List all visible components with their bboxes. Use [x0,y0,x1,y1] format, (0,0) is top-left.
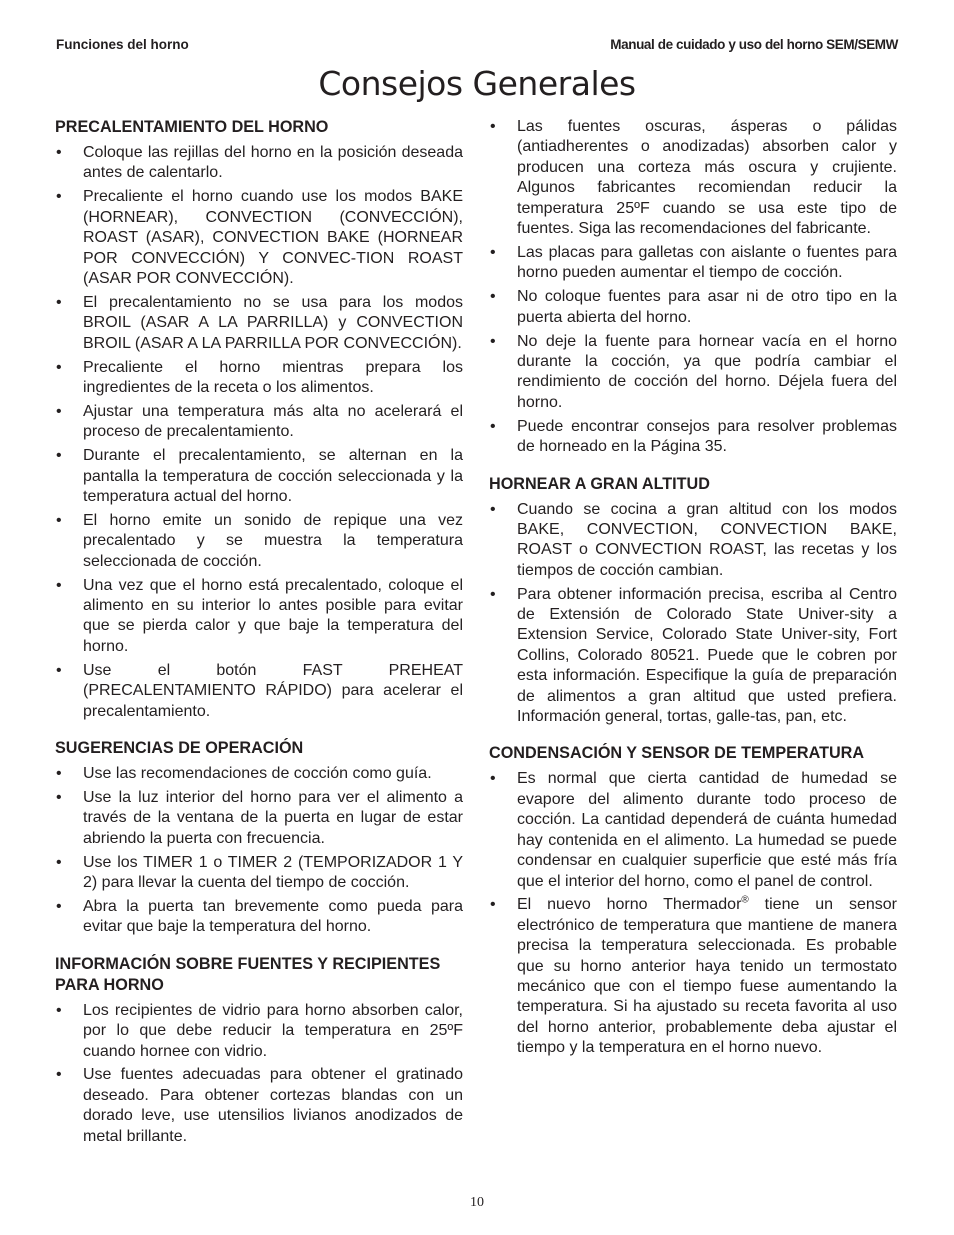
bullet-item [55,358,463,399]
bullet-item [55,402,463,443]
bullet-text: Las placas para galletas con aislante o fuentes para horno pueden aumentar el tiempo de cocción. [517,243,897,282]
bullet-icon: • [490,332,496,350]
bullet-text: Las fuentes oscuras, ásperas o pálidas (antiadherentes o anodizadas) absorben calor y producen una corteza más oscura y crujiente. Algunos fabricantes recomiendan reducir la temperatura 25ºF cuando se usa este tipo de fuentes. Siga las recomendaciones del fabricante. [517,118,897,238]
bullet-item [55,187,463,289]
header-section-name: Funciones del horno [56,37,189,52]
bullet-text: Use la luz interior del horno para ver el alimento a través de la ventana de la puerta en lugar de estar abriendo la puerta con frecuencia. [83,788,463,847]
bullet-icon: • [56,293,62,311]
bullet-text: Precaliente el horno cuando use los modos BAKE (HORNEAR), CONVECTION (CONVECCIÓN), ROAST (ASAR), CONVECTION BAKE (HORNEAR POR CONVECCIÓN) Y CONVEC-TION ROAST (ASAR POR CONVECCIÓN). [83,188,463,287]
bullet-item [55,1001,463,1062]
bullet-list [489,769,897,1058]
bullet-item [55,661,463,722]
bullet-icon: • [56,764,62,782]
bullet-item [55,143,463,184]
bullet-icon: • [490,896,496,914]
bullet-list [489,500,897,728]
bullet-icon: • [490,585,496,603]
bullet-text: Use fuentes adecuadas para obtener el gratinado deseado. Para obtener cortezas blandas con un dorado leve, use utensilios livianos anodizados de metal brillante. [83,1066,463,1145]
bullet-list [55,143,463,722]
section-precalentamiento-del-horno [55,117,463,722]
bullet-text: Cuando se cocina a gran altitud con los modos BAKE, CONVECTION, CONVECTION BAKE, ROAST o CONVECTION ROAST, las recetas y los tiempos de cocción cambian. [517,500,897,579]
bullet-item [55,576,463,658]
section-heading: SUGERENCIAS DE OPERACIÓN [55,738,304,757]
bullet-text: Puede encontrar consejos para resolver problemas de horneado en la Página 35. [517,417,897,456]
bullet-text: Los recipientes de vidrio para horno absorben calor, por lo que debe reducir la temperatura en 25ºF cuando hornee con vidrio. [83,1001,463,1060]
bullet-icon: • [490,500,496,518]
bullet-text: No deje la fuente para hornear vacía en el horno durante la cocción, ya que podría cambiar el rendimiento de cocción del horno. Déjela fuera del horno. [517,332,897,411]
page-title: Consejos Generales [318,64,636,103]
right-column [489,117,897,1075]
bullet-text: Es normal que cierta cantidad de humedad se evapore del alimento durante todo proceso de cocción. La cantidad dependerá de cuánta humedad hay contenida en el alimento. La humedad se puede condensar en cualquier superficie que esté más fría que el interior del horno, como el panel de control. [517,770,897,890]
bullet-text: Use las recomendaciones de cocción como guía. [83,764,432,782]
bullet-text: Ajustar una temperatura más alta no acelerará el proceso de precalentamiento. [83,402,463,441]
bullet-item [489,585,897,728]
bullet-icon: • [56,188,62,206]
bullet-icon: • [56,661,62,679]
section-heading: CONDENSACIÓN Y SENSOR DE TEMPERATURA [489,744,865,763]
bullet-text: Abra la puerta tan brevemente como pueda para evitar que baje la temperatura del horno. [83,897,463,936]
bullet-text: Use el botón FAST PREHEAT (PRECALENTAMIENTO RÁPIDO) para acelerar el precalentamiento. [83,661,463,720]
bullet-text: No coloque fuentes para asar ni de otro tipo en la puerta abierta del horno. [517,288,897,326]
bullet-item [55,853,463,894]
header-manual-title: Manual de cuidado y uso del horno SEM/SEMW [610,37,898,52]
bullet-item [55,511,463,572]
section-hornear-a-gran-altitud [489,474,897,728]
bullet-icon: • [56,447,62,465]
section-heading: HORNEAR A GRAN ALTITUD [489,474,710,493]
bullet-item [55,446,463,507]
bullet-list [55,764,463,938]
bullet-text: El horno emite un sonido de repique una vez precalentado y se muestra la temperatura seleccionada de cocción. [83,511,463,570]
bullet-text: Precaliente el horno mientras prepara los ingredientes de la receta o los alimentos. [83,358,463,396]
bullet-list [489,117,897,458]
bullet-text: Use los TIMER 1 o TIMER 2 (TEMPORIZADOR 1 Y 2) para llevar la cuenta del tiempo de cocción. [83,853,463,891]
bullet-icon: • [56,853,62,871]
bullet-icon: • [56,144,62,161]
bullet-item [489,243,897,284]
section-continued [489,117,897,458]
bullet-icon: • [490,243,496,261]
bullet-item [489,332,897,414]
bullet-item [55,897,463,938]
bullet-item [489,769,897,891]
bullet-icon: • [56,358,62,376]
bullet-text: El nuevo horno Thermador® tiene un sensor electrónico de temperatura que mantiene de manera precisa la temperatura seleccionada. Es probable que su horno anterior haya tenido un termostato mecánico que con el tiempo fuese aumentando la temperatura. Si ha ajustado su receta favorita al uso del horno anterior, probablemente deba ajustar el tiempo y la temperatura en el horno nuevo. [517,895,897,1057]
section-heading: INFORMACIÓN SOBRE FUENTES Y RECIPIENTES PARA HORNO [55,954,441,994]
bullet-icon: • [490,118,496,135]
bullet-text: Para obtener información precisa, escriba al Centro de Extensión de Colorado State Univer-sity a Extension Service, Colorado State Univer-sity, Fort Collins, Colorado 80521. Puede que le cobren por esta información. Especifique la guía de preparación de alimentos a gran altitud que usted prefiera. Información general, tortas, galle-tas, pan, etc. [517,585,897,726]
bullet-item [489,117,897,239]
bullet-text: El precalentamiento no se usa para los modos BROIL (ASAR A LA PARRILLA) y CONVECTION BROIL (ASAR A LA PARRILLA POR CONVECCIÓN). [83,293,463,352]
section-condensacion-y-sensor-de-temperatura [489,743,897,1058]
bullet-item [55,788,463,849]
section-sugerencias-de-operacion [55,738,463,938]
bullet-icon: • [490,417,496,435]
bullet-list [55,1001,463,1147]
bullet-icon: • [56,1001,62,1019]
bullet-icon: • [490,770,496,788]
section-heading: PRECALENTAMIENTO DEL HORNO [55,118,329,136]
bullet-item [489,417,897,458]
bullet-item [55,1065,463,1147]
bullet-text: Durante el precalentamiento, se alternan en la pantalla la temperatura de cocción seleccionada y la temperatura actual del horno. [83,447,463,505]
bullet-item [489,287,897,328]
bullet-icon: • [56,402,62,420]
bullet-icon: • [56,576,62,594]
bullet-icon: • [56,1066,62,1084]
bullet-icon: • [56,511,62,529]
bullet-item [55,764,463,784]
bullet-text: Coloque las rejillas del horno en la posición deseada antes de calentarlo. [83,144,463,182]
bullet-item [55,293,463,354]
bullet-icon: • [56,788,62,806]
bullet-item [489,500,897,582]
page-number: 10 [470,1195,484,1210]
bullet-text: Una vez que el horno está precalentado, coloque el alimento en su interior lo antes posible para evitar que se pierda calor y que baje la temperatura del horno. [83,576,463,655]
section-informacion-sobre-fuentes-y-recipientes- [55,954,463,1147]
left-column [55,117,463,1163]
bullet-icon: • [56,897,62,915]
bullet-icon: • [490,288,496,306]
bullet-item [489,895,897,1058]
